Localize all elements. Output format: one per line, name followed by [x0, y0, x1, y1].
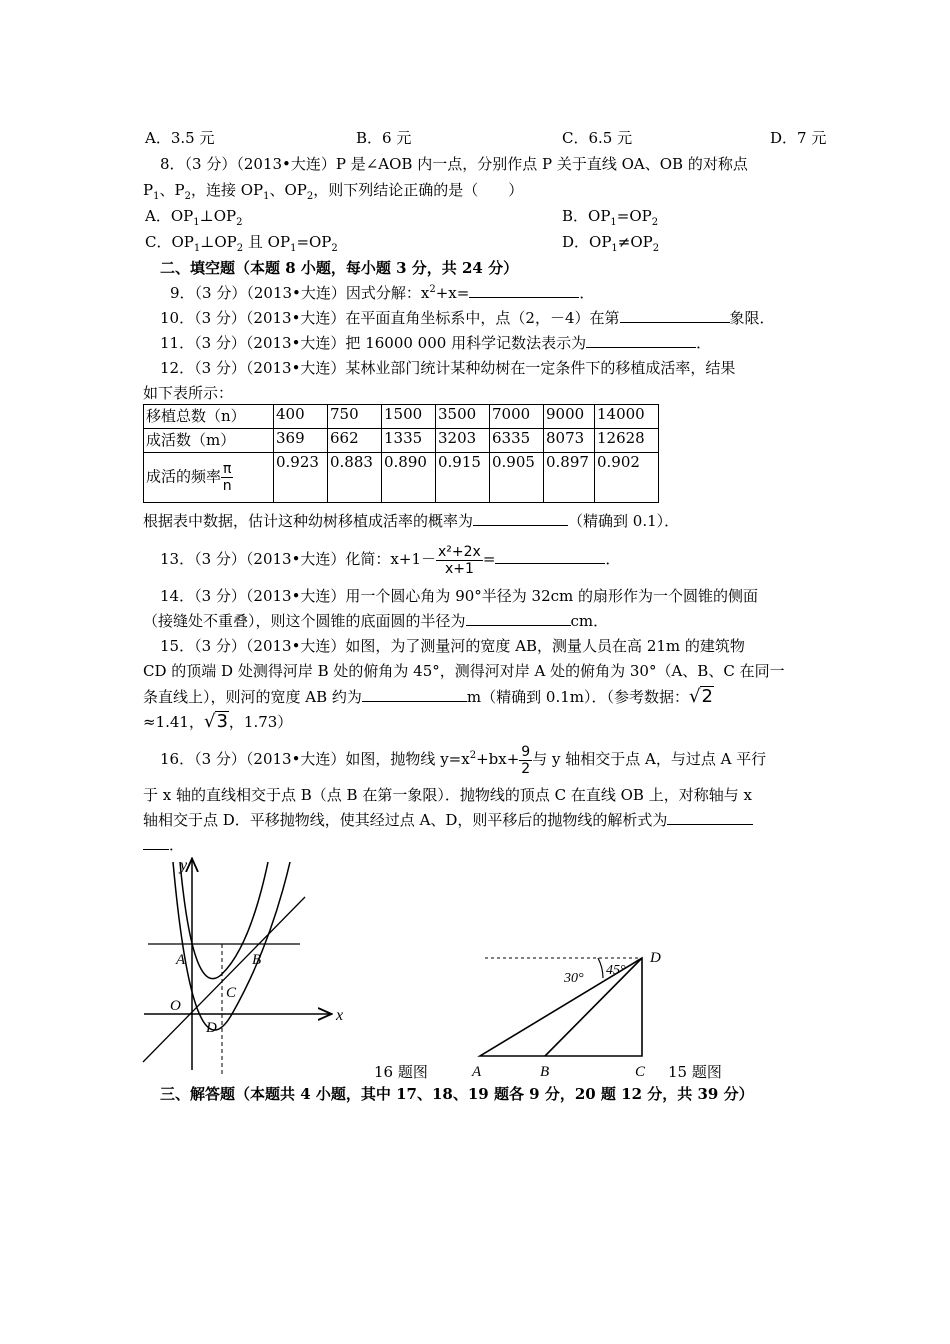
q12-line2: 如下表所示：: [143, 384, 234, 402]
table-cell: 0.883: [328, 453, 382, 503]
q16-fraction: $\frac{9}{2}$: [521, 743, 531, 777]
table-cell: 0.897: [544, 453, 595, 503]
q16-line4: ．: [143, 835, 184, 855]
label-d: D: [650, 950, 661, 966]
q8-option-b: B．$OP_1=OP_2$: [562, 207, 659, 228]
translated-parabola: [173, 862, 290, 1030]
survival-rate-table: [143, 404, 659, 503]
q12-after: 根据表中数据，估计这种幼树移植成活率的概率为 （精确到 0.1）．: [143, 512, 680, 530]
label-b: B: [540, 1064, 550, 1080]
sqrt-three: √ 3: [203, 711, 228, 732]
table-cell: 0.902: [595, 453, 659, 503]
table-row: [144, 453, 659, 503]
label-o: O: [170, 998, 181, 1014]
q14-line2: （接缝处不重叠），则这个圆锥的底面圆的半径为 cm．: [143, 612, 609, 630]
figure-15-triangle: [470, 944, 670, 1080]
q7-option-c: C．6.5 元: [562, 129, 633, 147]
q12-answer-blank[interactable]: [473, 511, 568, 526]
q10: 10．（3 分）（2013•大连）在平面直角坐标系中，点（2，－4）在第 象限．: [160, 309, 775, 327]
sqrt-two: √ 2: [688, 686, 713, 707]
q13-fraction: $\frac{\text{x²+2x}}{x+1}$: [438, 543, 481, 577]
table-cell: 6335: [490, 429, 544, 453]
table-cell: 14000: [595, 405, 659, 429]
figure-16-parabola: [140, 852, 355, 1074]
q13-answer-blank[interactable]: [495, 549, 605, 564]
table-cell: 1335: [382, 429, 436, 453]
table-cell: 9000: [544, 405, 595, 429]
angle-30-label: 30°: [564, 971, 584, 986]
q8-option-d: D．$OP_1\ne OP_2$: [562, 233, 660, 254]
q15-line3: 条直线上），则河的宽度 AB 约为 m（精确到 0.1m）．（参考数据：√ 2: [143, 686, 713, 707]
q8-line1: 8．（3 分）（2013•大连）P 是∠AOB 内一点，分别作点 P 关于直线 OA、OB 的对称点: [160, 155, 748, 173]
q16-line3: 轴相交于点 D．平移抛物线，使其经过点 A、D，则平移后的抛物线的解析式为: [143, 810, 753, 830]
q7-option-a: A．3.5 元: [145, 129, 215, 147]
q8-line2: $P_1$、$P_2$，连接 $OP_1$、$OP_2$，则下列结论正确的是（ ）: [143, 181, 524, 202]
q16-line1: 16．（3 分）（2013•大连）如图，抛物线 $y=x^2+bx+$ $\frac{9}{2}$ 与 y 轴相交于点 A，与过点 A 平行: [160, 743, 767, 777]
table-cell: 12628: [595, 429, 659, 453]
figure-15-caption: 15 题图: [668, 1063, 722, 1081]
table-cell: 0.890: [382, 453, 436, 503]
q12-line1: 12．（3 分）（2013•大连）某林业部门统计某种幼树在一定条件下的移植成活率，结果: [160, 359, 736, 377]
q15-line4: ≈1.41，√ 3 ，1.73）: [143, 711, 293, 732]
q16-line2: 于 x 轴的直线相交于点 B（点 B 在第一象限）．抛物线的顶点 C 在直线 OB 上，对称轴与 x: [143, 786, 752, 804]
angle-45-label: 45°: [606, 963, 626, 978]
angle-45-arc: [598, 958, 603, 978]
label-d: D: [206, 1020, 217, 1036]
q11: 11．（3 分）（2013•大连）把 16000 000 用科学记数法表示为 ．: [160, 334, 712, 352]
label-y: y: [180, 857, 188, 874]
row-label: 成活的频率 $\frac{\pi}{n}$: [144, 453, 274, 503]
q16-answer-blank-cont[interactable]: [143, 835, 169, 850]
table-cell: 400: [274, 405, 328, 429]
label-x: x: [336, 1007, 344, 1024]
table-cell: 0.915: [436, 453, 490, 503]
line-ob: [143, 897, 305, 1062]
table-row: [144, 429, 659, 453]
q7-option-d: D．7 元: [770, 129, 827, 147]
frequency-fraction: $\frac{\pi}{n}$: [222, 461, 232, 494]
q14-line1: 14．（3 分）（2013•大连）用一个圆心角为 90°半径为 32cm 的扇形作为一个圆锥的侧面: [160, 587, 759, 605]
row-label: 移植总数（n）: [144, 405, 274, 429]
label-c: C: [635, 1064, 646, 1080]
q9: 9．（3 分）（2013•大连）因式分解：$x^2+x=$ ．: [170, 284, 595, 302]
q7-option-b: B．6 元: [356, 129, 412, 147]
q13: 13．（3 分）（2013•大连）化简：x+1－ $\frac{\text{x²+2x}}{x+1}$ = ．: [160, 543, 621, 577]
q14-answer-blank[interactable]: [466, 611, 571, 626]
table-cell: 7000: [490, 405, 544, 429]
q8-option-c: C．$OP_1\perp OP_2$ 且 $OP_1=OP_2$: [145, 233, 338, 254]
q10-answer-blank[interactable]: [620, 308, 730, 323]
figure-16-caption: 16 题图: [374, 1063, 428, 1081]
label-c: C: [226, 985, 237, 1001]
table-row: [144, 405, 659, 429]
q15-answer-blank[interactable]: [362, 687, 467, 702]
table-cell: 3203: [436, 429, 490, 453]
q9-answer-blank[interactable]: [469, 283, 579, 298]
table-cell: 3500: [436, 405, 490, 429]
table-cell: 662: [328, 429, 382, 453]
label-a: A: [176, 952, 186, 968]
table-cell: 750: [328, 405, 382, 429]
table-cell: 0.923: [274, 453, 328, 503]
section3-title: 三、解答题（本题共 4 小题，其中 17、18、19 题各 9 分，20 题 12 分，共 39 分）: [160, 1085, 754, 1103]
table-cell: 0.905: [490, 453, 544, 503]
row-label: 成活数（m）: [144, 429, 274, 453]
table-cell: 369: [274, 429, 328, 453]
label-a: A: [472, 1064, 482, 1080]
table-cell: 1500: [382, 405, 436, 429]
table-cell: 8073: [544, 429, 595, 453]
label-b: B: [252, 952, 262, 968]
q16-answer-blank[interactable]: [667, 810, 753, 825]
q15-line1: 15．（3 分）（2013•大连）如图，为了测量河的宽度 AB，测量人员在高 21m 的建筑物: [160, 637, 745, 655]
section2-title: 二、填空题（本题 8 小题，每小题 3 分，共 24 分）: [160, 259, 519, 277]
q11-answer-blank[interactable]: [586, 333, 696, 348]
q15-line2: CD 的顶端 D 处测得河岸 B 处的俯角为 45°，测得河对岸 A 处的俯角为 30°（A、B、C 在同一: [143, 662, 785, 680]
q8-option-a: A．$OP_1\perp OP_2$: [145, 207, 243, 228]
